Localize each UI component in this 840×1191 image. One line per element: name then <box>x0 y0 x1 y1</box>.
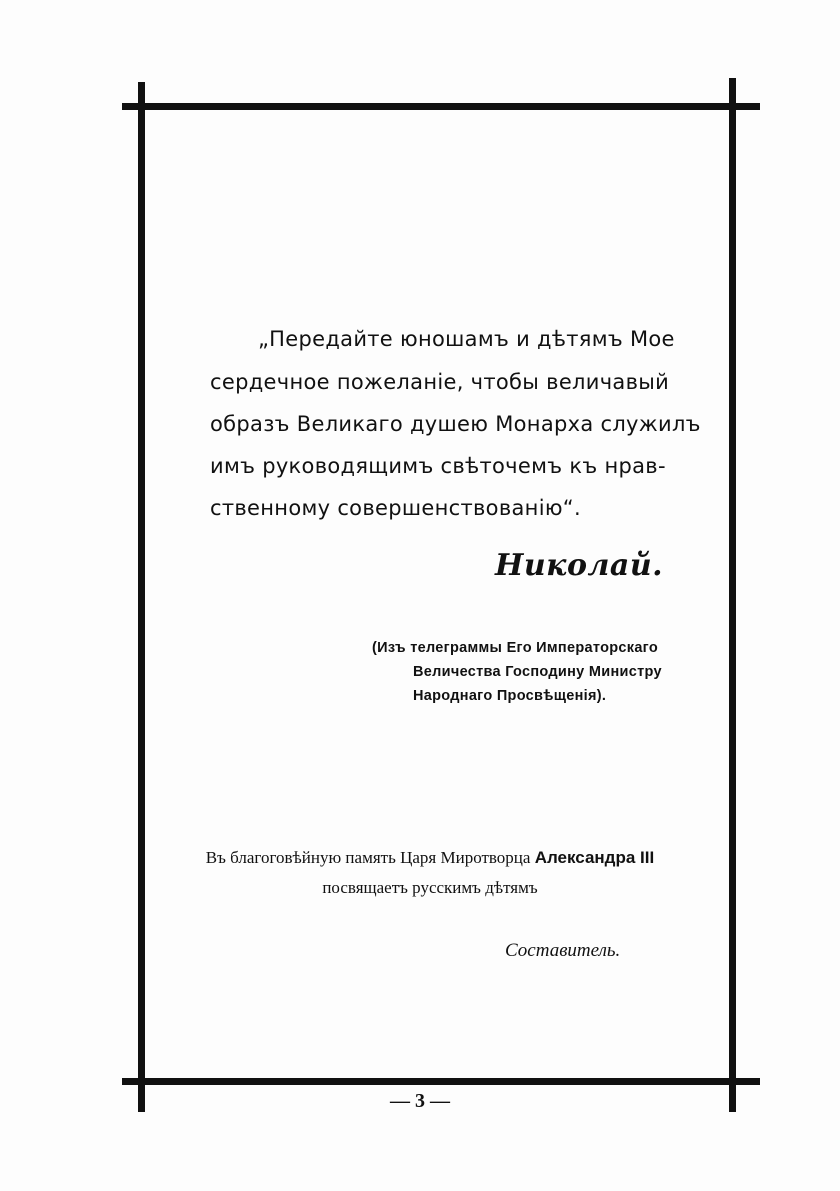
quote-line-2: сердечное пожеланіе, чтобы величавый <box>210 370 670 394</box>
source-line-3: Народнаго Просвѣщенія). <box>413 688 607 704</box>
compiler-signature: Составитель. <box>505 940 621 961</box>
dedication-line-2: посвящаетъ русскимъ дѣтямъ <box>322 878 538 897</box>
quote-line-5: ственному совершенствованію“. <box>210 496 581 520</box>
dedication-name: Александра III <box>534 848 655 867</box>
frame-right-rule <box>729 78 736 1112</box>
quote-line-1: „Передайте юношамъ и дѣтямъ Мое <box>258 327 675 351</box>
frame-left-rule <box>138 82 145 1112</box>
dedication-line-1 <box>150 848 710 868</box>
dedication-prefix: Въ благоговѣйную память Царя Миротворца <box>205 848 531 867</box>
quote-line-4: имъ руководящимъ свѣточемъ къ нрав- <box>210 454 666 478</box>
frame-bottom-rule <box>122 1078 760 1085</box>
page-number: — 3 — <box>390 1090 450 1112</box>
signature: Николай. <box>495 548 664 583</box>
source-line-1: (Изъ телеграммы Его Императорскаго <box>372 640 658 656</box>
quote-line-3: образъ Великаго душею Монарха служилъ <box>210 412 701 436</box>
frame-top-rule <box>122 103 760 110</box>
source-line-2: Величества Господину Министру <box>413 664 662 680</box>
